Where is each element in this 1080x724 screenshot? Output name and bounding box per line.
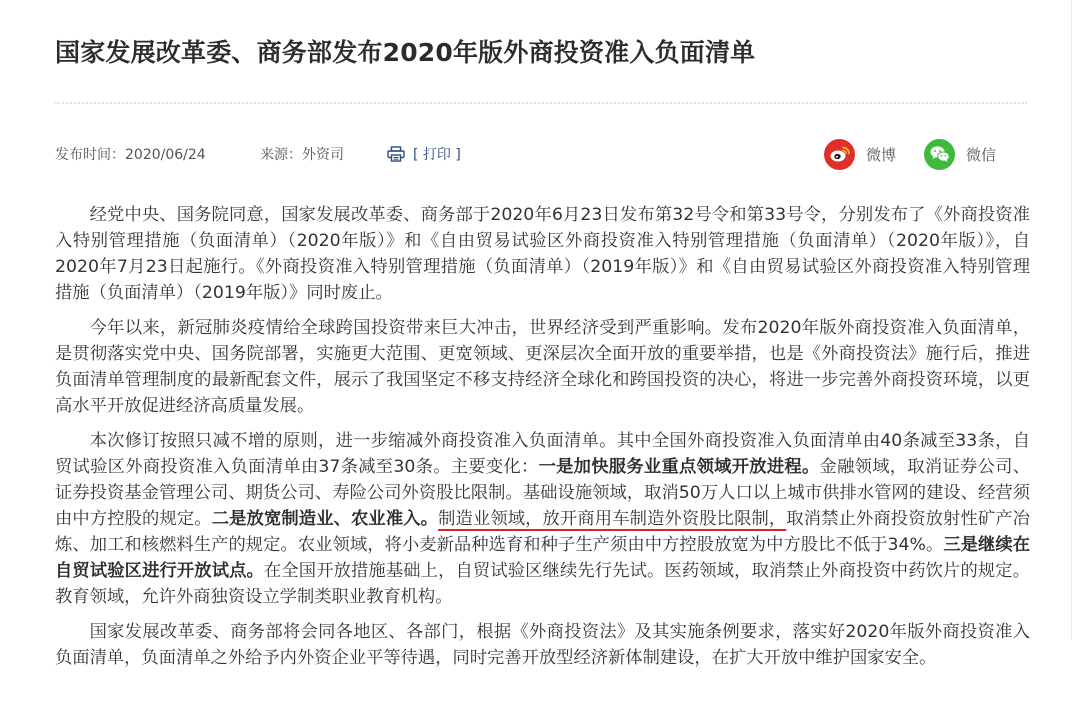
p3-underlined-text: 制造业领域，放开商用车制造外资股比限制， [438,509,787,529]
article-body [55,202,1030,671]
paragraph-1: 经党中央、国务院同意，国家发展改革委、商务部于2020年6月23日发布第32号令和第33号令，分别发布了《外商投资准入特别管理措施（负面清单）（2020年版）》和《自由贸易试验区外商投资准入特别管理措施（负面清单）（2020年版）》，自2020年7月23日起施行。《外商投资准入特别管理措施（负面清单）（2019年版）》和《自由贸易试验区外商投资准入特别管理措施（负面清单）（2019年版）》同时废止。 [55,205,1030,303]
p3-bold-1: 一是加快服务业重点领域开放进程。 [538,457,820,477]
page-right-border [1071,0,1072,640]
share-wechat-label: 微信 [966,145,997,164]
paragraph-4: 国家发展改革委、商务部将会同各地区、各部门，根据《外商投资法》及其实施条例要求，落实好2020年版外商投资准入负面清单，负面清单之外给予内外资企业平等待遇，同时完善开放型经济新体制建设，在扩大开放中维护国家安全。 [55,622,1030,668]
article-source: 来源：外资司 [260,147,344,163]
print-button[interactable] [387,146,461,167]
share-wechat-button[interactable] [924,134,996,174]
p3-text-1: 本次修订按照只减不增的原则，进一步缩减外商投资准入负面清单。其中全国外商投资准入负面清单由40条减至33条，自贸试验区外商投资准入负面清单由37条减至30条。主要变化： [55,431,1030,477]
share-weibo-label: 微博 [866,145,897,164]
article [55,0,1030,680]
wechat-icon [924,139,955,170]
p3-text-4: 在全国开放措施基础上，自贸试验区继续先行先试。医药领域，取消禁止外商投资中药饮片的规定。教育领域，允许外商独资设立学制类职业教育机构。 [55,561,1030,607]
paragraph-3 [55,428,1030,610]
publish-time: 发布时间：2020/06/24 [55,147,206,163]
printer-icon [387,146,405,167]
article-title: 国家发展改革委、商务部发布2020年版外商投资准入负面清单 [55,38,756,67]
p3-text-3: 取消禁止外商投资放射性矿产冶炼、加工和核燃料生产的规定。农业领域，将小麦新品种选育和种子生产须由中方控股放宽为中方股比不低于34%。 [55,509,1030,555]
share-weibo-button[interactable] [824,134,896,174]
p3-bold-3: 三是继续在自贸试验区进行开放试点。 [55,535,1030,581]
title-divider [55,102,1027,104]
paragraph-2: 今年以来，新冠肺炎疫情给全球跨国投资带来巨大冲击，世界经济受到严重影响。发布2020年版外商投资准入负面清单，是贯彻落实党中央、国务院部署，实施更大范围、更宽领域、更深层次全面开放的重要举措，也是《外商投资法》施行后，推进负面清单管理制度的最新配套文件，展示了我国坚定不移支持经济全球化和跨国投资的决心，将进一步完善外商投资环境，以更高水平开放促进经济高质量发展。 [55,318,1030,416]
p3-bold-2: 二是放宽制造业、农业准入。 [211,509,439,529]
print-label: [ 打印 ] [413,147,461,163]
weibo-icon [824,139,855,170]
article-meta [55,134,1030,174]
p3-text-2: 金融领域，取消证券公司、证券投资基金管理公司、期货公司、寿险公司外资股比限制。基础设施领域，取消50万人口以上城市供排水管网的建设、经营须由中方控股的规定。 [55,457,1030,529]
